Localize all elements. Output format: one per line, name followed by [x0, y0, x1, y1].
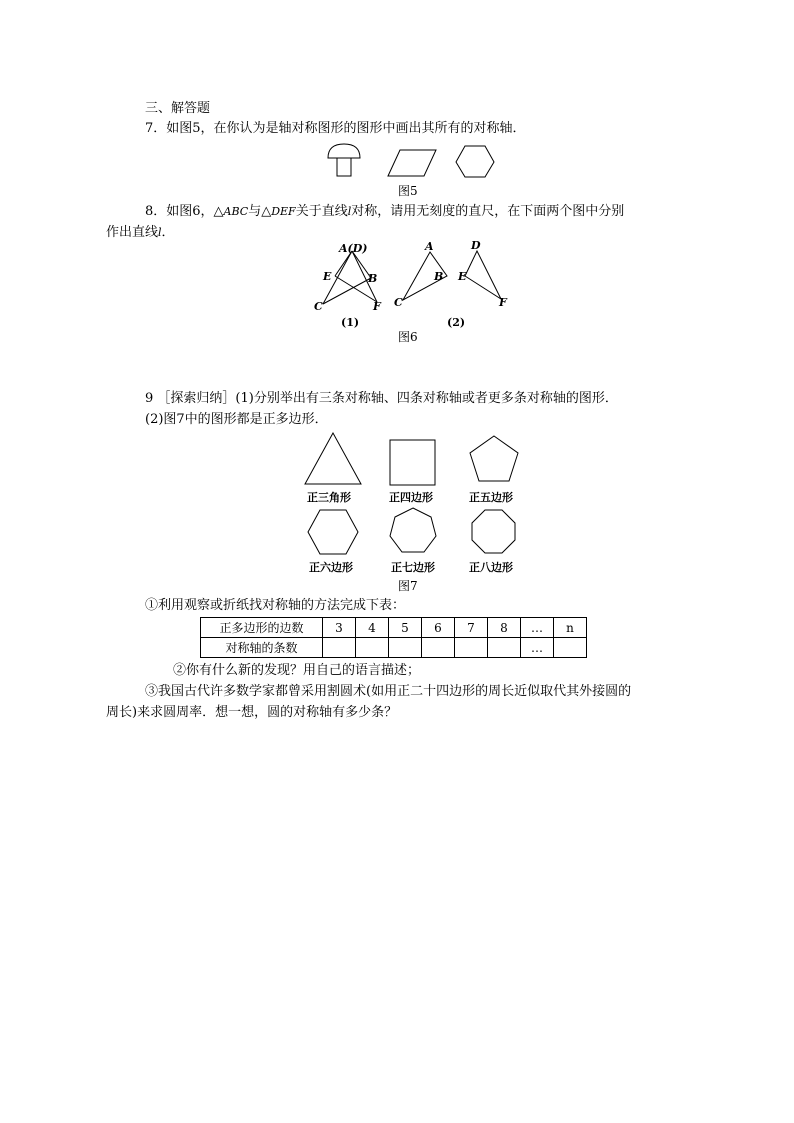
- heptagon-shape: [390, 508, 436, 552]
- table-cell: 4: [356, 618, 389, 638]
- table-cell: [554, 638, 587, 658]
- point-label: E: [458, 270, 467, 283]
- table-cell: [422, 638, 455, 658]
- section-title: 三、解答题: [145, 101, 211, 116]
- shape-label: 正三角形: [307, 491, 351, 504]
- figure-6: [305, 238, 525, 330]
- hexagon-shape: [308, 510, 358, 554]
- point-label: C: [314, 300, 323, 313]
- mushroom-stem: [337, 158, 351, 176]
- figure-5-caption: 图5: [398, 184, 418, 198]
- shape-label: 正五边形: [469, 491, 513, 504]
- table-row: [201, 638, 587, 658]
- table-row: [201, 618, 587, 638]
- shape-label: 正八边形: [469, 561, 513, 574]
- question-8-line1: 8．如图6，△ABC与△DEF关于直线l对称，请用无刻度的直尺，在下面两个图中分别: [145, 204, 625, 219]
- task-3-line2: 周长)来求圆周率．想一想，圆的对称轴有多少条？: [106, 705, 398, 720]
- pentagon-shape: [470, 436, 518, 481]
- mushroom-shape: [328, 144, 360, 158]
- table-cell: 6: [422, 618, 455, 638]
- shape-label: 正六边形: [309, 561, 353, 574]
- table-cell: 7: [455, 618, 488, 638]
- table-cell: …: [521, 618, 554, 638]
- question-9-line1: 9 ［探索归纳］(1)分别举出有三条对称轴、四条对称轴或者更多条对称轴的图形．: [145, 391, 618, 406]
- symmetry-axes-table: [200, 617, 587, 658]
- table-cell: 8: [488, 618, 521, 638]
- figure-5: [320, 140, 500, 180]
- table-cell: [455, 638, 488, 658]
- table-cell: [323, 638, 356, 658]
- point-label: F: [499, 296, 507, 309]
- point-label: B: [434, 270, 444, 283]
- question-8-line2: 作出直线l．: [106, 225, 175, 240]
- shape-label: 正四边形: [389, 491, 433, 504]
- figure-6-part-2: [394, 239, 508, 329]
- task-1-text: ①利用观察或折纸找对称轴的方法完成下表：: [145, 598, 406, 613]
- table-cell: n: [554, 618, 587, 638]
- hexagon-shape: [456, 146, 494, 177]
- table-cell: 3: [323, 618, 356, 638]
- point-label: A(D): [339, 242, 368, 255]
- octagon-shape: [472, 510, 515, 553]
- point-label: A: [425, 240, 434, 253]
- triangle-shape: [305, 433, 361, 484]
- table-cell: …: [521, 638, 554, 658]
- table-header-cell: 正多边形的边数: [201, 618, 323, 638]
- figure-7-caption: 图7: [398, 579, 418, 593]
- question-7-text: 7．如图5，在你认为是轴对称图形的图形中画出其所有的对称轴．: [145, 121, 526, 136]
- question-9-line2: (2)图7中的图形都是正多边形．: [145, 412, 328, 427]
- point-label: D: [471, 239, 481, 252]
- point-label: B: [368, 272, 378, 285]
- parallelogram-shape: [388, 150, 436, 176]
- point-label: E: [323, 270, 332, 283]
- square-shape: [390, 440, 435, 485]
- point-label: F: [373, 300, 381, 313]
- figure-6-label-2: (2): [447, 316, 466, 329]
- table-cell: [488, 638, 521, 658]
- table-header-cell: 对称轴的条数: [201, 638, 323, 658]
- figure-6-label-1: (1): [341, 316, 360, 329]
- table-cell: [389, 638, 422, 658]
- task-3-line1: ③我国古代许多数学家都曾采用割圆术(如用正二十四边形的周长近似取代其外接圆的: [145, 684, 632, 699]
- figure-6-caption: 图6: [398, 330, 418, 344]
- table-cell: 5: [389, 618, 422, 638]
- table-cell: [356, 638, 389, 658]
- shape-label: 正七边形: [391, 561, 435, 574]
- figure-6-part-1: [314, 242, 382, 329]
- task-2-text: ②你有什么新的发现？用自己的语言描述；: [173, 663, 421, 678]
- point-label: C: [394, 296, 403, 309]
